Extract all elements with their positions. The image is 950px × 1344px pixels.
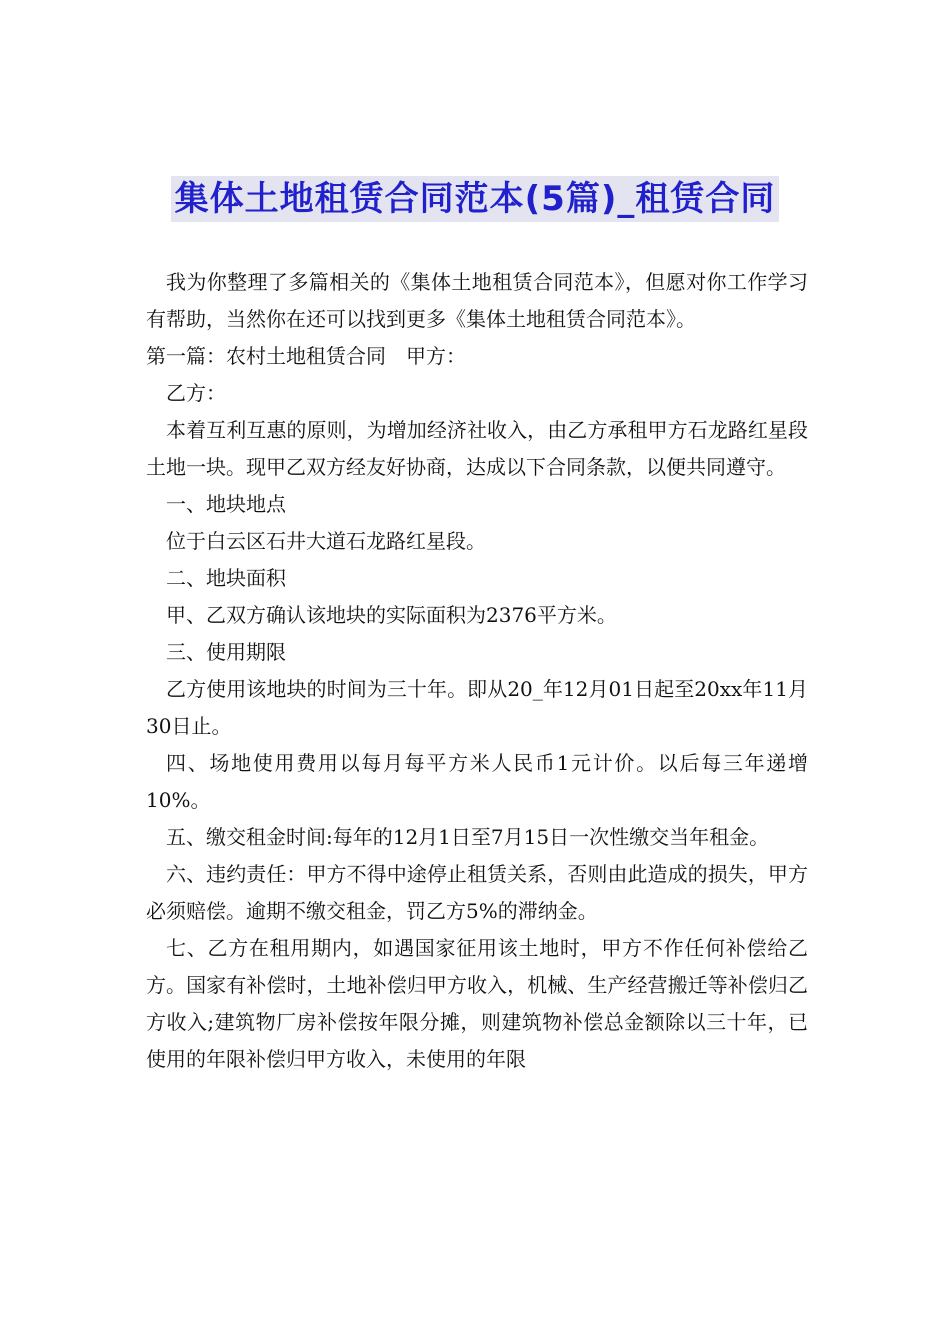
paragraph-section-3-body: 乙方使用该地块的时间为三十年。即从20_年12月01日起至20xx年11月30日止。: [146, 677, 808, 738]
paragraph-section-7: 七、乙方在租用期内，如遇国家征用该土地时，甲方不作任何补偿给乙方。国家有补偿时，土地补偿归甲方收入，机械、生产经营搬迁等补偿归乙方收入;建筑物厂房补偿按年限分摊，则建筑物补偿总金额除以三十年，已使用的年限补偿归甲方收入，未使用的年限: [146, 936, 808, 1071]
paragraph-intro: 我为你整理了多篇相关的《集体土地租赁合同范本》，但愿对你工作学习有帮助，当然你在还可以找到更多《集体土地租赁合同范本》。: [146, 270, 808, 331]
paragraph-section-1-body: 位于白云区石井大道石龙路红星段。: [166, 529, 486, 553]
paragraph-preamble: 本着互利互惠的原则，为增加经济社收入，由乙方承租甲方石龙路红星段土地一块。现甲乙双方经友好协商，达成以下合同条款，以便共同遵守。: [146, 418, 808, 479]
paragraph-section-3-heading: 三、使用期限: [166, 640, 286, 664]
paragraph-section-2-heading: 二、地块面积: [166, 566, 286, 590]
paragraph-section-5: 五、缴交租金时间:每年的12月1日至7月15日一次性缴交当年租金。: [166, 825, 770, 849]
paragraph-section-4: 四、场地使用费用以每月每平方米人民币1元计价。以后每三年递增10%。: [146, 751, 808, 812]
paragraph-section-6: 六、违约责任：甲方不得中途停止租赁关系，否则由此造成的损失，甲方必须赔偿。逾期不缴交租金，罚乙方5%的滞纳金。: [146, 862, 808, 923]
document-body: [146, 264, 808, 1078]
document-title: 集体土地租赁合同范本(5篇)_租赁合同: [171, 176, 780, 222]
paragraph-chapter-heading: 第一篇：农村土地租赁合同 甲方：: [146, 344, 466, 368]
paragraph-section-1-heading: 一、地块地点: [166, 492, 286, 516]
title-container: [0, 176, 950, 222]
paragraph-party-b: 乙方：: [166, 381, 226, 405]
paragraph-section-2-body: 甲、乙双方确认该地块的实际面积为2376平方米。: [166, 603, 617, 627]
